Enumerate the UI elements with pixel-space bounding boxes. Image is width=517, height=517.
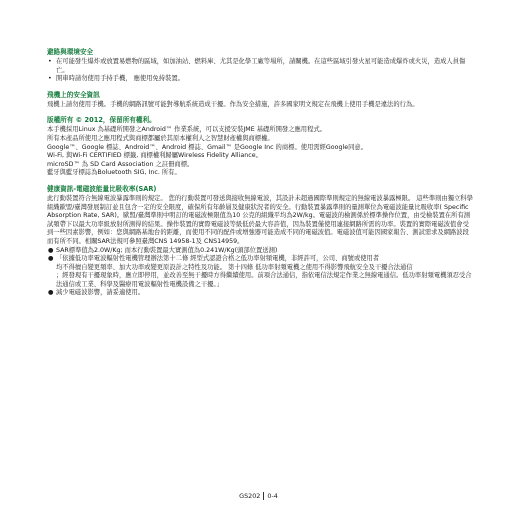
list-item: • 在可能發生爆炸或放置易燃物的區域，如加油站、燃料庫、尤其是化學工廠等場所，請關機。在這些區域引發火星可能造成爆炸或火災，造成人員傷亡。: [48, 58, 466, 74]
hazard-heading: 避路與環境安全: [47, 48, 94, 56]
flight-section: [47, 91, 475, 110]
copyright-section: [47, 116, 475, 178]
flight-text: 飛機上請勿使用手機。手機的網路訊號可能對導航系統造成干擾。作為安全措施，許多國家明文規定在飛機上使用手機是違法的行為。: [47, 100, 419, 108]
sar-continuation: ；經發現有干擾現象時，應立即停用，並改善至無干擾時方得繼續使用。前項合法通信，指依電信法規定作業之無線電通信。低功率射頻電機須忍受合法通信或工業、科學及醫療用電波輻射性電機設備之干擾。」: [56, 272, 472, 288]
copyright-line: 藍牙與藍牙標誌為Boluetooth SIG, Inc. 所有。: [47, 169, 181, 177]
document-page: [47, 48, 475, 305]
copyright-heading: 版權所有 © 2012，保留所有權利。: [47, 116, 156, 125]
page-number: 0-4: [267, 492, 278, 500]
copyright-line: Wi-Fi, 與Wi-Fi CERTIFIED 標籤, 商標權利歸屬Wireless Fidelity Alliance。: [47, 152, 262, 160]
bullet-dot-icon: •: [48, 75, 52, 83]
bullet-dot-icon: ●: [48, 246, 54, 254]
sar-heading: 健康資訊-電磁波能量比吸收率(SAR): [47, 184, 157, 193]
hazard-section: [47, 48, 475, 84]
flight-heading: 飛機上的安全資訊: [47, 90, 100, 99]
copyright-line: Google™、Google 標誌、Android™、Android 標誌、Gmail™ 是Google Inc 的商標。使用需經Google同意。: [47, 143, 368, 151]
model-number: GS202: [239, 492, 261, 500]
list-item: ● 減少電磁波影響，請妥適使用。: [48, 289, 145, 297]
list-item: ● 「依據低功率電波輻射性電機管理辦法第十二條 經型式認證合格之低功率射頻電機，非經許可，公司、商號或使用者: [48, 255, 380, 263]
copyright-line: 本手機採用Linux 為基礎所開發之Android™ 作業系統，可以支援安裝JME 基礎所開發之應用程式。: [47, 126, 326, 134]
copyright-line: 所有本產品所使用之應用程式與商標都屬於其原本權利人之智慧財產權與商標權。: [47, 134, 274, 142]
sar-text: 此行動裝置符合無線電波暴露準則的規定。 您的行動裝置可發送與接收無線電波，其設計未超過國際準則規定的無線電波暴露極限。 這些準則由獨立科學組織歐盟/臺灣發展制訂並且包含一定的安全限度，確保所有年齡層及健康狀況者的安全。行動裝置暴露準則的量測單位為電磁波能量比吸收率( Specific Absorption Rate, SAR)。歐盟/臺灣準則中明訂的電磁波極限值為10 公克的組織平均為2W/kg。電磁波的檢測係於標準操作位置，由受檢裝置在所有測試頻帶下以最大功率級放射所測得的結果。操作裝置的實際電磁波等級低於最大容許值，因為裝置僅使用連接網路所需的功率。裝置的實際電磁波值會受到一些因素影響，例如：您與網路基地台的距離，而使用不同的配件或增強器可能造成不同的電磁波值。電磁波值可能因國家報告、測試需求及網路波段而有所不同。相關SAR法規可參照臺灣CNS 14958-1及 CNS14959。: [47, 194, 473, 245]
sar-section: [47, 185, 475, 298]
copyright-line: microSD™ 為 SD Card Association 之註冊商標。: [47, 160, 194, 168]
bullet-dot-icon: ●: [48, 289, 54, 297]
page-footer: [0, 492, 517, 501]
sar-bullet-list: [47, 247, 475, 264]
list-item: • 開車時請勿使用手持手機， 應使用免持裝置。: [48, 75, 184, 83]
sar-continuation: 均不得擅自變更頻率、加大功率或變更原設計之特性及功能。 第十四條 低功率射頻電機之使用不得影響飛航安全及干擾合法通信: [56, 263, 413, 271]
bullet-dot-icon: ●: [48, 255, 54, 263]
sar-last-bullet-list: [47, 289, 475, 298]
list-item: ● SAR標準值為2.0W/Kg; 而本行動裝置最大實測值為0.241W/Kg(頭部位置送測): [48, 246, 278, 254]
bullet-dot-icon: •: [48, 58, 52, 65]
hazard-bullet-list: [47, 58, 475, 84]
footer-divider: [263, 492, 264, 500]
